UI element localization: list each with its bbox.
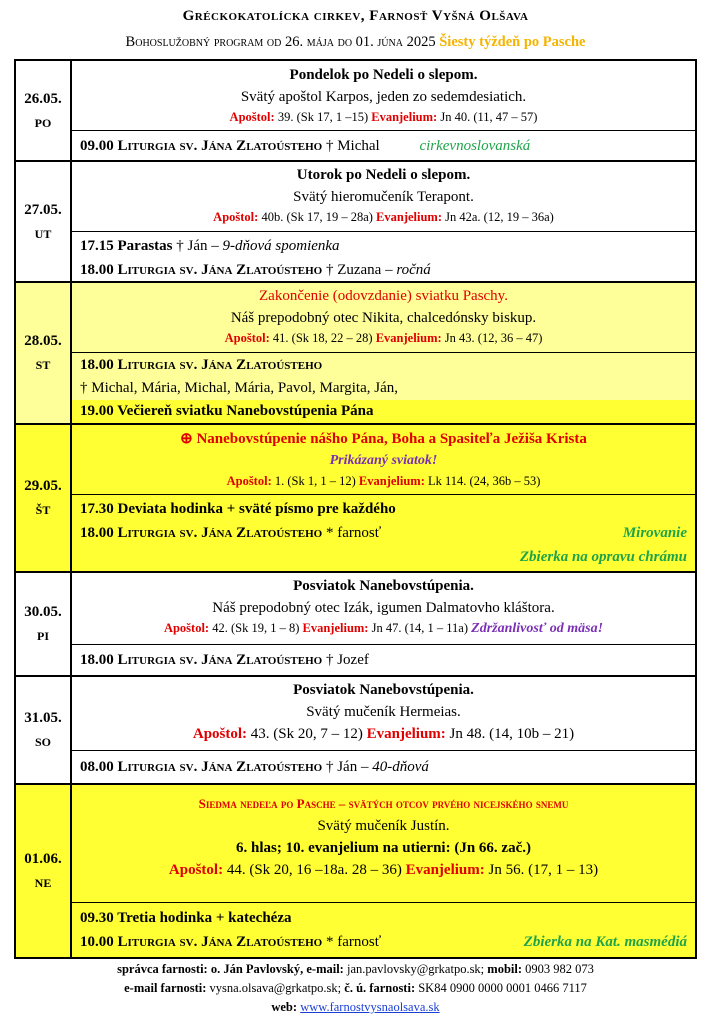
saint-line: Svätý mučeník Justín. <box>317 818 450 834</box>
day-row <box>16 573 695 677</box>
feast-obligation: Prikázaný sviatok! <box>329 453 438 468</box>
schedule-table <box>14 59 697 959</box>
saint-line: Svätý mučeník Hermeias. <box>306 704 461 720</box>
day-info <box>72 785 695 903</box>
fast-note: Zdržanlivosť od mäsa! <box>471 621 604 636</box>
readings: Apoštol: 43. (Sk 20, 7 – 12) Evanjelium: Jn 48. (14, 10b – 21) <box>192 726 575 742</box>
date: 30.05. <box>24 604 62 620</box>
saint-line: Náš prepodobný otec Nikita, chalcedónsky biskup. <box>230 310 537 326</box>
date: 27.05. <box>24 201 62 218</box>
readings: Apoštol: 39. (Sk 17, 1 –15) Evanjelium: Jn 40. (11, 47 – 57) <box>229 110 538 124</box>
day-row <box>16 61 695 162</box>
service-line: 18.00 Liturgia sv. Jána Zlatoústeho † Jozef <box>80 652 369 668</box>
footer-line-admin: správca farnosti: o. Ján Pavlovský, e-mail: jan.pavlovsky@grkatpo.sk; mobil: 0903 982 073 <box>117 962 594 976</box>
website-link[interactable]: www.farnostvysnaolsava.sk <box>300 1000 440 1014</box>
date-cell <box>16 785 72 957</box>
date: 31.05. <box>24 710 62 726</box>
readings: Apoštol: 41. (Sk 18, 22 – 28) Evanjelium: Jn 43. (12, 36 – 47) <box>224 331 543 345</box>
weekday: ŠT <box>35 503 51 517</box>
services <box>72 232 695 281</box>
program-subtitle <box>0 34 711 51</box>
day-title: Utorok po Nedeli o slepom. <box>296 167 471 183</box>
saint-line: Svätý hieromučeník Terapont. <box>293 189 474 205</box>
weekday: PO <box>34 115 52 130</box>
service-line <box>80 545 695 569</box>
day-row <box>16 162 695 283</box>
program-range: Bohoslužobný program od 26. mája do 01. júna 2025 <box>125 34 436 50</box>
saint-line: Svätý apoštol Karpos, jeden zo sedemdesiatich. <box>240 89 527 105</box>
service-line: 17.30 Deviata hodinka + sväté písmo pre každého <box>80 501 396 517</box>
day-title: Posviatok Nanebovstúpenia. <box>293 682 474 698</box>
weekday: PI <box>37 629 49 643</box>
day-title: Siedma nedeľa po Pasche – svätých otcov prvého nicejského snemu <box>198 796 569 811</box>
day-row <box>16 283 695 425</box>
day-row <box>16 425 695 573</box>
readings: Apoštol: 1. (Sk 1, 1 – 12) Evanjelium: Lk 114. (24, 36b – 53) <box>226 474 541 488</box>
day-row <box>16 785 695 957</box>
intention-names: † Michal, Mária, Michal, Mária, Pavol, Margita, Ján, <box>80 380 398 396</box>
saint-line: Náš prepodobný otec Izák, igumen Dalmatovho kláštora. <box>212 600 555 616</box>
day-title: Zakončenie (odovzdanie) sviatku Paschy. <box>259 288 508 304</box>
readings: Apoštol: 44. (Sk 20, 16 –18a. 28 – 36) Evanjelium: Jn 56. (17, 1 – 13) <box>168 862 599 878</box>
service-line: 18.00 Liturgia sv. Jána Zlatoústeho * farnosť Mirovanie <box>80 521 695 545</box>
services <box>72 353 695 423</box>
readings: Apoštol: 42. (Sk 19, 1 – 8) Evanjelium: Jn 47. (14, 1 – 11a) Zdržanlivosť od mäsa! <box>163 621 604 636</box>
footer <box>0 960 711 1017</box>
tone-line: 6. hlas; 10. evanjelium na utierni: (Jn 66. zač.) <box>236 840 531 856</box>
date: 29.05. <box>24 478 62 494</box>
date-cell <box>16 162 72 281</box>
weekday: UT <box>34 226 52 241</box>
day-info <box>72 677 695 751</box>
services <box>72 645 695 675</box>
service-line: 17.15 Parastas † Ján – 9-dňová spomienka <box>80 238 340 254</box>
service-line: 09.30 Tretia hodinka + katechéza <box>80 910 292 926</box>
note: Mirovanie <box>622 525 687 541</box>
week-name: Šiesty týždeň po Pasche <box>439 34 586 50</box>
service-line: 18.00 Liturgia sv. Jána Zlatoústeho <box>80 357 323 373</box>
date: 28.05. <box>24 333 62 349</box>
weekday: SO <box>34 735 51 749</box>
collection-note: Zbierka na Kat. masmédiá <box>523 934 687 950</box>
date-cell <box>16 61 72 160</box>
services <box>72 903 695 957</box>
day-title: Posviatok Nanebovstúpenia. <box>293 578 474 594</box>
day-info <box>72 425 695 495</box>
day-info <box>72 162 695 232</box>
service-line: 09.00 Liturgia sv. Jána Zlatoústeho † Michal cirkevnoslovanská <box>80 138 531 154</box>
day-title: ⊕ Nanebovstúpenie nášho Pána, Boha a Spasiteľa Ježiša Krista <box>180 431 587 447</box>
service-line: 08.00 Liturgia sv. Jána Zlatoústeho † Ján – 40-dňová <box>80 759 429 775</box>
date-cell <box>16 425 72 571</box>
weekday: NE <box>34 876 52 890</box>
readings: Apoštol: 40b. (Sk 17, 19 – 28a) Evanjelium: Jn 42a. (12, 19 – 36a) <box>213 210 554 224</box>
service-line: 18.00 Liturgia sv. Jána Zlatoústeho † Zuzana – ročná <box>80 262 431 278</box>
date: 01.06. <box>24 851 62 867</box>
day-info <box>72 283 695 353</box>
parish-header: Gréckokatolícka cirkev, Farnosť Vyšná Olšava <box>182 8 529 24</box>
service-line: 10.00 Liturgia sv. Jána Zlatoústeho * farnosť Zbierka na Kat. masmédiá <box>80 930 695 954</box>
services <box>72 495 695 571</box>
services <box>72 751 695 783</box>
date-cell <box>16 283 72 423</box>
footer-line-web: web: www.farnostvysnaolsava.sk <box>271 1000 440 1014</box>
day-info <box>72 61 695 131</box>
day-info <box>72 573 695 645</box>
date-cell <box>16 677 72 783</box>
collection-note: Zbierka na opravu chrámu <box>519 549 687 565</box>
day-row <box>16 677 695 785</box>
service-line: 19.00 Večiereň sviatku Nanebovstúpenia Pána <box>72 400 695 423</box>
date-cell <box>16 573 72 675</box>
footer-line-parish: e-mail farnosti: vysna.olsava@grkatpo.sk; č. ú. farnosti: SK84 0900 0000 0001 0466 7117 <box>124 981 587 995</box>
weekday: ST <box>35 358 51 372</box>
date: 26.05. <box>24 90 62 107</box>
services <box>72 131 695 160</box>
day-title: Pondelok po Nedeli o slepom. <box>289 67 478 83</box>
